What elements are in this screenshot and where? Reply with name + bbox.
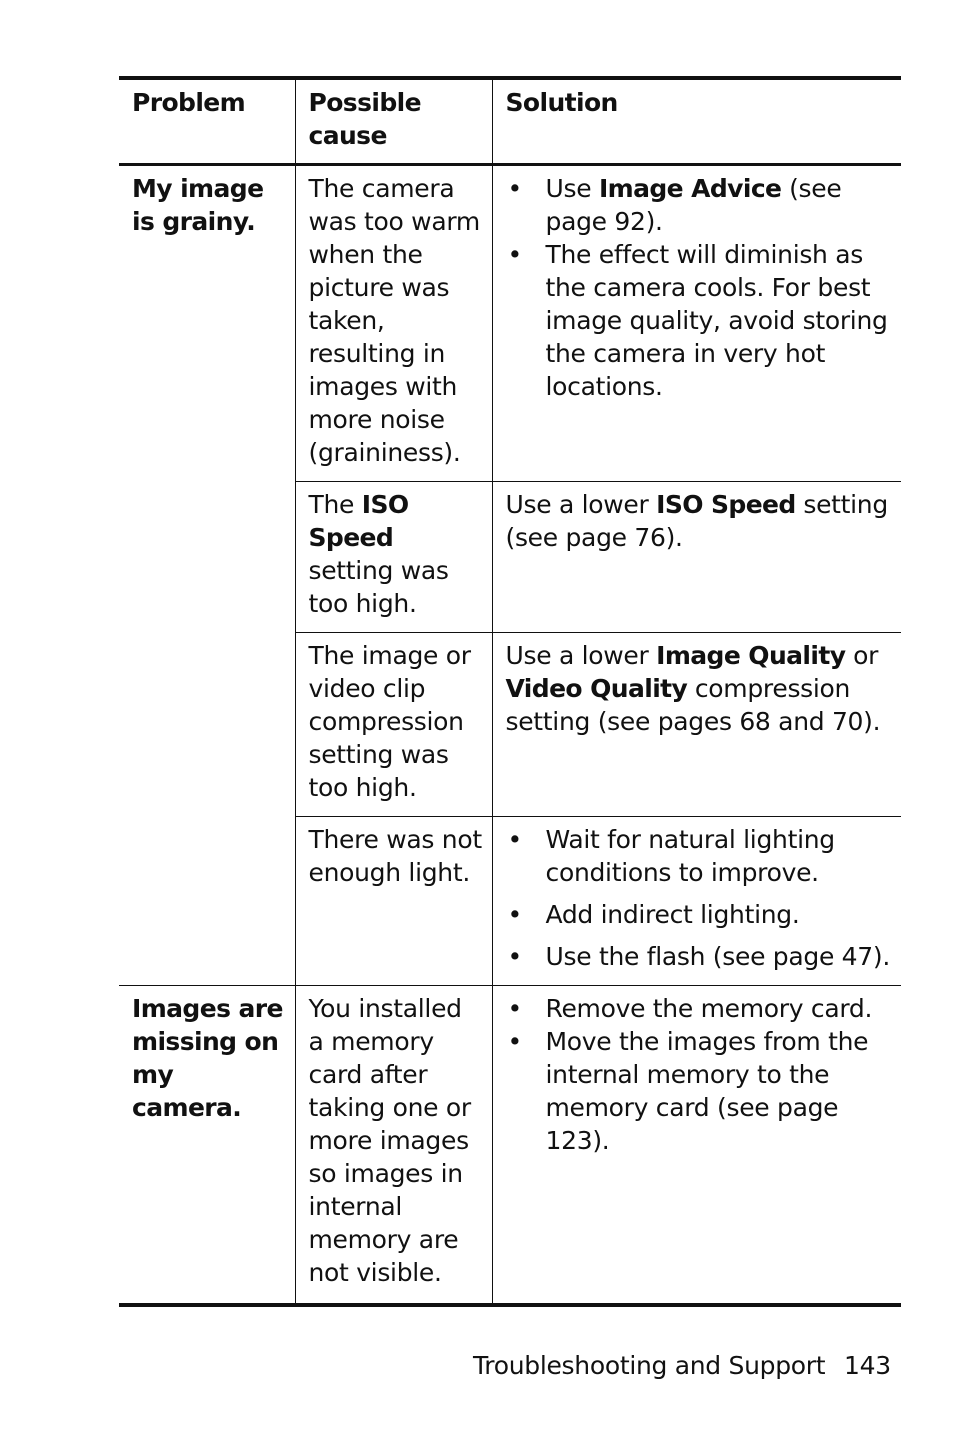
cause-memory-card: You installed a memory card after taking one or more images so images in internal memory are not visible. — [295, 986, 492, 1306]
term-image-advice: Image Advice — [598, 174, 782, 203]
cause-iso-speed: The ISO Speed setting was too high. — [295, 482, 492, 633]
solution-iso-speed: Use a lower ISO Speed setting (see page 76). — [492, 482, 901, 633]
list-item: • Wait for natural lighting conditions to improve. — [507, 825, 835, 887]
term-video-quality: Video Quality — [505, 674, 688, 703]
solution-memory-card — [492, 986, 901, 1306]
list-item: • Use the flash (see page 47). — [507, 942, 890, 971]
page-number: 143 — [844, 1351, 891, 1380]
list-item: • Remove the memory card. — [507, 994, 873, 1023]
term-image-quality: Image Quality — [656, 641, 846, 670]
table-row — [119, 986, 901, 1306]
header-solution: Solution — [492, 78, 901, 165]
list-item: • Move the images from the internal memory to the memory card (see page 123). — [507, 1027, 869, 1155]
troubleshooting-table — [119, 76, 901, 1307]
footer-section-title: Troubleshooting and Support — [473, 1351, 826, 1380]
cause-camera-warm: The camera was too warm when the picture was taken, resulting in images with more noise (graininess). — [295, 165, 492, 482]
bullet-icon: • — [507, 942, 522, 971]
list-item: • The effect will diminish as the camera cools. For best image quality, avoid storing the camera in very hot locations. — [507, 240, 888, 401]
term-iso-speed: ISO Speed — [656, 490, 796, 519]
solution-compression: Use a lower Image Quality or Video Quality compression setting (see pages 68 and 70). — [492, 633, 901, 817]
list-item: • Use Image Advice (see page 92). — [507, 174, 842, 236]
problem-images-missing: Images are missing on my camera. — [119, 986, 295, 1306]
table-row — [119, 165, 901, 482]
table-header-row — [119, 78, 901, 165]
term-iso-speed: ISO Speed — [308, 490, 409, 552]
bullet-icon: • — [507, 174, 522, 203]
bullet-icon: • — [507, 900, 522, 929]
solution-list — [506, 823, 894, 973]
bullet-icon: • — [507, 825, 522, 854]
solution-list — [506, 992, 894, 1157]
cause-compression: The image or video clip compression setting was too high. — [295, 633, 492, 817]
solution-low-light — [492, 817, 901, 986]
cause-low-light: There was not enough light. — [295, 817, 492, 986]
problem-grainy: My image is grainy. — [132, 174, 264, 236]
header-problem: Problem — [119, 78, 295, 165]
bullet-icon: • — [507, 994, 522, 1023]
list-item: • Add indirect lighting. — [507, 900, 800, 929]
bullet-icon: • — [507, 1027, 522, 1056]
solution-list — [506, 172, 894, 403]
page-footer — [0, 1348, 954, 1384]
header-possible-cause: Possible cause — [295, 78, 492, 165]
bullet-icon: • — [507, 240, 522, 269]
solution-camera-warm — [492, 165, 901, 482]
